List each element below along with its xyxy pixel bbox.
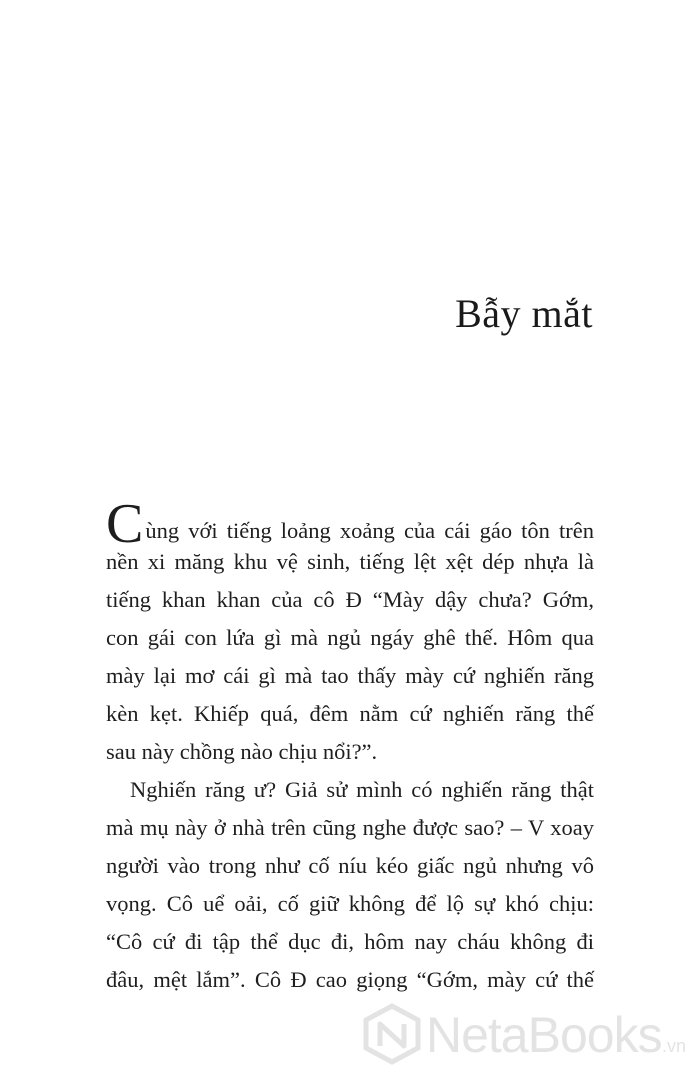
paragraph-line: nền xi măng khu vệ sinh, tiếng lệt xệt dép nhựa là bbox=[106, 549, 594, 574]
chapter-title: Bẫy mắt bbox=[455, 291, 593, 336]
paragraph-line: “Cô cứ đi tập thể dục đi, hôm nay cháu không đi bbox=[106, 929, 594, 954]
watermark-brand: NetaBooks bbox=[426, 1007, 662, 1063]
paragraph-line: sau này chồng nào chịu nổi?”. bbox=[106, 739, 378, 764]
paragraph-line: Nghiến răng ư? Giả sử mình có nghiến răng thật bbox=[130, 777, 594, 802]
paragraph-line: mày lại mơ cái gì mà tao thấy mày cứ nghiến răng bbox=[106, 663, 594, 688]
paragraph-line: mà mụ này ở nhà trên cũng nghe được sao? – V xoay bbox=[106, 815, 594, 840]
paragraph-line: đâu, mệt lắm”. Cô Đ cao giọng “Gớm, mày cứ thế bbox=[106, 967, 594, 992]
watermark-suffix: .vn bbox=[662, 1036, 687, 1056]
line-text: ùng với tiếng loảng xoảng của cái gáo tôn trên bbox=[145, 518, 594, 543]
paragraph-line: tiếng khan khan của cô Đ “Mày dậy chưa? Gớm, bbox=[106, 587, 594, 612]
drop-cap: C bbox=[106, 493, 144, 555]
netabooks-logo-icon bbox=[362, 1002, 422, 1066]
watermark bbox=[362, 1002, 698, 1074]
paragraph-line: con gái con lứa gì mà ngủ ngáy ghê thế. Hôm qua bbox=[106, 625, 594, 650]
paragraph-line bbox=[106, 493, 594, 555]
paragraph-line: người vào trong như cố níu kéo giấc ngủ nhưng vô bbox=[106, 853, 594, 878]
paragraph-line: vọng. Cô uể oải, cố giữ không để lộ sự khó chịu: bbox=[106, 891, 594, 916]
body-text bbox=[106, 493, 594, 999]
paragraph-line: kèn kẹt. Khiếp quá, đêm nằm cứ nghiến răng thế bbox=[106, 701, 594, 726]
